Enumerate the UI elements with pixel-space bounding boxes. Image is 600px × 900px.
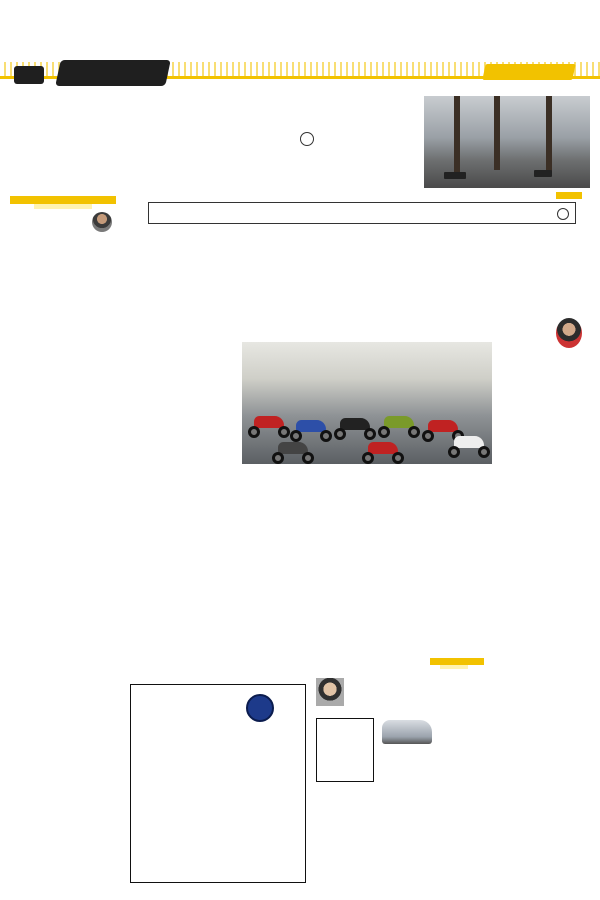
news-tag (556, 192, 582, 199)
news-headline-box[interactable] (148, 202, 576, 224)
article-column-4 (122, 466, 232, 646)
down-clues-block (316, 790, 592, 792)
page-header (0, 0, 600, 92)
news-columns (122, 226, 592, 240)
crossword-section (10, 658, 592, 890)
sidebar-tag (10, 196, 116, 204)
crossword-clues (440, 672, 592, 674)
scania-logo (216, 692, 304, 758)
news-column (122, 226, 275, 240)
news-column (439, 226, 592, 240)
section-title (55, 60, 171, 86)
car-photo (382, 720, 432, 744)
crossword-author-photo (316, 678, 344, 706)
news-arrow-icon[interactable] (557, 208, 569, 220)
newspaper-logo[interactable] (482, 64, 575, 80)
article-column-3 (242, 466, 362, 646)
crossword-subtag (440, 665, 468, 669)
top-row (0, 96, 600, 190)
street-photo (424, 96, 590, 188)
news-column (281, 226, 434, 240)
sidebar-subtag (34, 204, 92, 209)
page-number (14, 66, 44, 84)
article-column-2 (372, 466, 492, 646)
promo-arrow-icon[interactable] (300, 132, 314, 146)
article-column-1 (500, 434, 590, 614)
motorcycles-photo (242, 342, 492, 464)
griffin-badge-icon (246, 694, 274, 722)
crossword-tag (430, 658, 484, 665)
crossword-row-numbers (122, 684, 130, 888)
news-strip (122, 192, 592, 240)
previous-solution-grid (316, 718, 374, 782)
main-article (122, 314, 592, 654)
author-avatar (92, 212, 112, 232)
author-photo (556, 318, 582, 348)
